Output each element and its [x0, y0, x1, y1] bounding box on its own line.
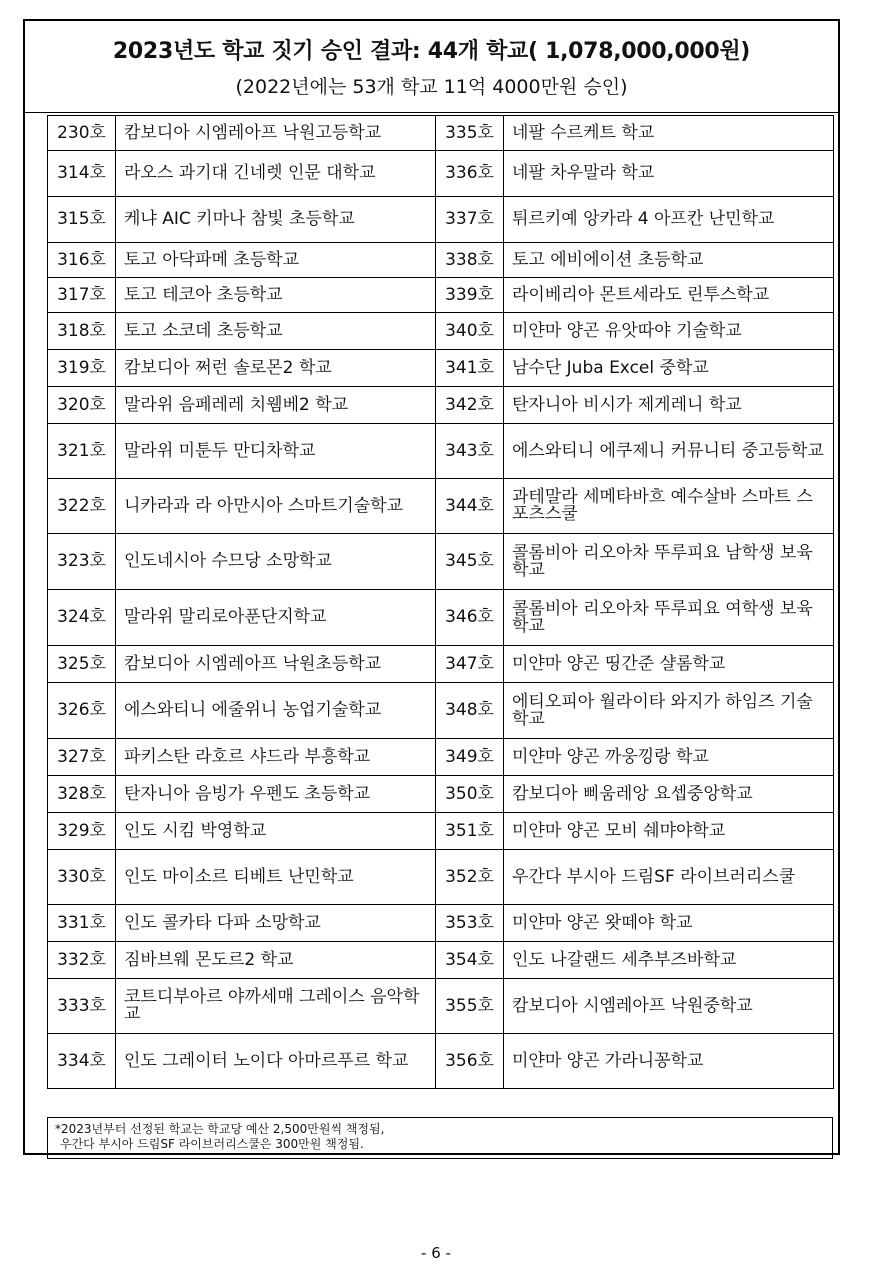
table-row [48, 942, 834, 979]
schools-table-body [48, 116, 834, 1089]
school-name-cell: 콜롬비아 리오아차 뚜루피요 남학생 보육학교 [504, 534, 834, 590]
school-number-cell: 330호 [48, 850, 116, 905]
school-name-cell: 말라위 음페레레 치웸베2 학교 [116, 387, 436, 424]
school-number-cell: 345호 [436, 534, 504, 590]
school-number-cell: 335호 [436, 116, 504, 151]
table-row [48, 479, 834, 534]
school-name-cell: 캄보디아 시엠레아프 낙원중학교 [504, 979, 834, 1034]
school-name-cell: 탄자니아 비시가 제게레니 학교 [504, 387, 834, 424]
table-row [48, 243, 834, 278]
school-number-cell: 320호 [48, 387, 116, 424]
school-number-cell: 316호 [48, 243, 116, 278]
school-number-cell: 337호 [436, 197, 504, 243]
table-row [48, 739, 834, 776]
school-name-cell: 캄보디아 삐움레앙 요셉중앙학교 [504, 776, 834, 813]
school-number-cell: 323호 [48, 534, 116, 590]
school-number-cell: 319호 [48, 350, 116, 387]
school-name-cell: 네팔 수르케트 학교 [504, 116, 834, 151]
school-name-cell: 콜롬비아 리오아차 뚜루피요 여학생 보육학교 [504, 590, 834, 646]
table-row [48, 387, 834, 424]
footnote-line-1: *2023년부터 선정된 학교는 학교당 예산 2,500만원씩 책정됨, [55, 1122, 385, 1136]
school-name-cell: 튀르키예 앙카라 4 아프칸 난민학교 [504, 197, 834, 243]
school-number-cell: 328호 [48, 776, 116, 813]
school-number-cell: 347호 [436, 646, 504, 683]
school-number-cell: 338호 [436, 243, 504, 278]
school-name-cell: 인도 시킴 박영학교 [116, 813, 436, 850]
school-number-cell: 318호 [48, 313, 116, 350]
school-name-cell: 파키스탄 라호르 샤드라 부흥학교 [116, 739, 436, 776]
school-name-cell: 인도 나갈랜드 세추부즈바학교 [504, 942, 834, 979]
school-name-cell: 인도 그레이터 노이다 아마르푸르 학교 [116, 1034, 436, 1089]
footnote-line-2: 우간다 부시아 드림SF 라이브러리스쿨은 300만원 책정됨. [60, 1137, 364, 1151]
school-name-cell: 미얀마 양곤 띵간준 샬롬학교 [504, 646, 834, 683]
table-row [48, 116, 834, 151]
school-number-cell: 322호 [48, 479, 116, 534]
school-name-cell: 토고 에비에이션 초등학교 [504, 243, 834, 278]
school-name-cell: 말라위 말리로아푼단지학교 [116, 590, 436, 646]
school-number-cell: 331호 [48, 905, 116, 942]
school-name-cell: 미얀마 양곤 유앗따야 기술학교 [504, 313, 834, 350]
school-name-cell: 캄보디아 시엠레아프 낙원고등학교 [116, 116, 436, 151]
school-number-cell: 351호 [436, 813, 504, 850]
table-row [48, 979, 834, 1034]
school-number-cell: 339호 [436, 278, 504, 313]
school-name-cell: 말라위 미툰두 만디차학교 [116, 424, 436, 479]
school-name-cell: 캄보디아 쩌런 솔로몬2 학교 [116, 350, 436, 387]
school-number-cell: 324호 [48, 590, 116, 646]
school-number-cell: 325호 [48, 646, 116, 683]
school-number-cell: 350호 [436, 776, 504, 813]
table-row [48, 1034, 834, 1089]
school-number-cell: 344호 [436, 479, 504, 534]
school-name-cell: 라이베리아 몬트세라도 린투스학교 [504, 278, 834, 313]
header [25, 21, 838, 113]
school-number-cell: 230호 [48, 116, 116, 151]
table-row [48, 424, 834, 479]
school-number-cell: 317호 [48, 278, 116, 313]
school-number-cell: 329호 [48, 813, 116, 850]
school-name-cell: 인도네시아 수므당 소망학교 [116, 534, 436, 590]
table-row [48, 534, 834, 590]
school-number-cell: 352호 [436, 850, 504, 905]
page-title: 2023년도 학교 짓기 승인 결과: 44개 학교( 1,078,000,000원) [112, 39, 751, 64]
schools-table [47, 115, 834, 1089]
school-number-cell: 343호 [436, 424, 504, 479]
school-name-cell: 토고 테코아 초등학교 [116, 278, 436, 313]
school-name-cell: 네팔 차우말라 학교 [504, 151, 834, 197]
table-row [48, 590, 834, 646]
school-number-cell: 354호 [436, 942, 504, 979]
table-row [48, 350, 834, 387]
school-name-cell: 미얀마 양곤 까웅낑랑 학교 [504, 739, 834, 776]
table-row [48, 905, 834, 942]
table-row [48, 151, 834, 197]
school-number-cell: 336호 [436, 151, 504, 197]
table-row [48, 850, 834, 905]
school-number-cell: 355호 [436, 979, 504, 1034]
school-number-cell: 346호 [436, 590, 504, 646]
school-number-cell: 327호 [48, 739, 116, 776]
school-name-cell: 미얀마 양곤 모비 쉐먀야학교 [504, 813, 834, 850]
page-subtitle: (2022년에는 53개 학교 11억 4000만원 승인) [235, 76, 628, 98]
school-name-cell: 에티오피아 월라이타 와지가 하임즈 기술학교 [504, 683, 834, 739]
page-number: - 6 - [421, 1244, 451, 1262]
table-row [48, 197, 834, 243]
school-name-cell: 에스와티니 에줄위니 농업기술학교 [116, 683, 436, 739]
school-number-cell: 342호 [436, 387, 504, 424]
school-number-cell: 333호 [48, 979, 116, 1034]
school-name-cell: 토고 아닥파메 초등학교 [116, 243, 436, 278]
school-name-cell: 짐바브웨 몬도르2 학교 [116, 942, 436, 979]
school-number-cell: 349호 [436, 739, 504, 776]
table-row [48, 646, 834, 683]
school-number-cell: 315호 [48, 197, 116, 243]
school-number-cell: 353호 [436, 905, 504, 942]
school-number-cell: 341호 [436, 350, 504, 387]
school-name-cell: 토고 소코데 초등학교 [116, 313, 436, 350]
school-number-cell: 332호 [48, 942, 116, 979]
school-name-cell: 니카라과 라 아만시아 스마트기술학교 [116, 479, 436, 534]
school-name-cell: 라오스 과기대 긴네렛 인문 대학교 [116, 151, 436, 197]
table-row [48, 683, 834, 739]
school-name-cell: 남수단 Juba Excel 중학교 [504, 350, 834, 387]
footnote [47, 1117, 833, 1159]
table-row [48, 313, 834, 350]
school-name-cell: 캄보디아 시엠레아프 낙원초등학교 [116, 646, 436, 683]
table-row [48, 278, 834, 313]
school-number-cell: 356호 [436, 1034, 504, 1089]
school-number-cell: 326호 [48, 683, 116, 739]
school-name-cell: 인도 마이소르 티베트 난민학교 [116, 850, 436, 905]
school-number-cell: 321호 [48, 424, 116, 479]
school-name-cell: 미얀마 양곤 왓떼야 학교 [504, 905, 834, 942]
school-name-cell: 코트디부아르 야까세매 그레이스 음악학교 [116, 979, 436, 1034]
school-name-cell: 에스와티니 에쿠제니 커뮤니티 중고등학교 [504, 424, 834, 479]
school-name-cell: 과테말라 세메타바흐 예수살바 스마트 스포츠스쿨 [504, 479, 834, 534]
school-number-cell: 348호 [436, 683, 504, 739]
results-box [23, 19, 840, 1155]
school-name-cell: 탄자니아 음빙가 우펜도 초등학교 [116, 776, 436, 813]
table-row [48, 776, 834, 813]
school-name-cell: 인도 콜카타 다파 소망학교 [116, 905, 436, 942]
school-name-cell: 케냐 AIC 키마나 참빛 초등학교 [116, 197, 436, 243]
school-name-cell: 미얀마 양곤 가라니꽁학교 [504, 1034, 834, 1089]
school-number-cell: 334호 [48, 1034, 116, 1089]
table-row [48, 813, 834, 850]
school-number-cell: 314호 [48, 151, 116, 197]
school-name-cell: 우간다 부시아 드림SF 라이브러리스쿨 [504, 850, 834, 905]
school-number-cell: 340호 [436, 313, 504, 350]
